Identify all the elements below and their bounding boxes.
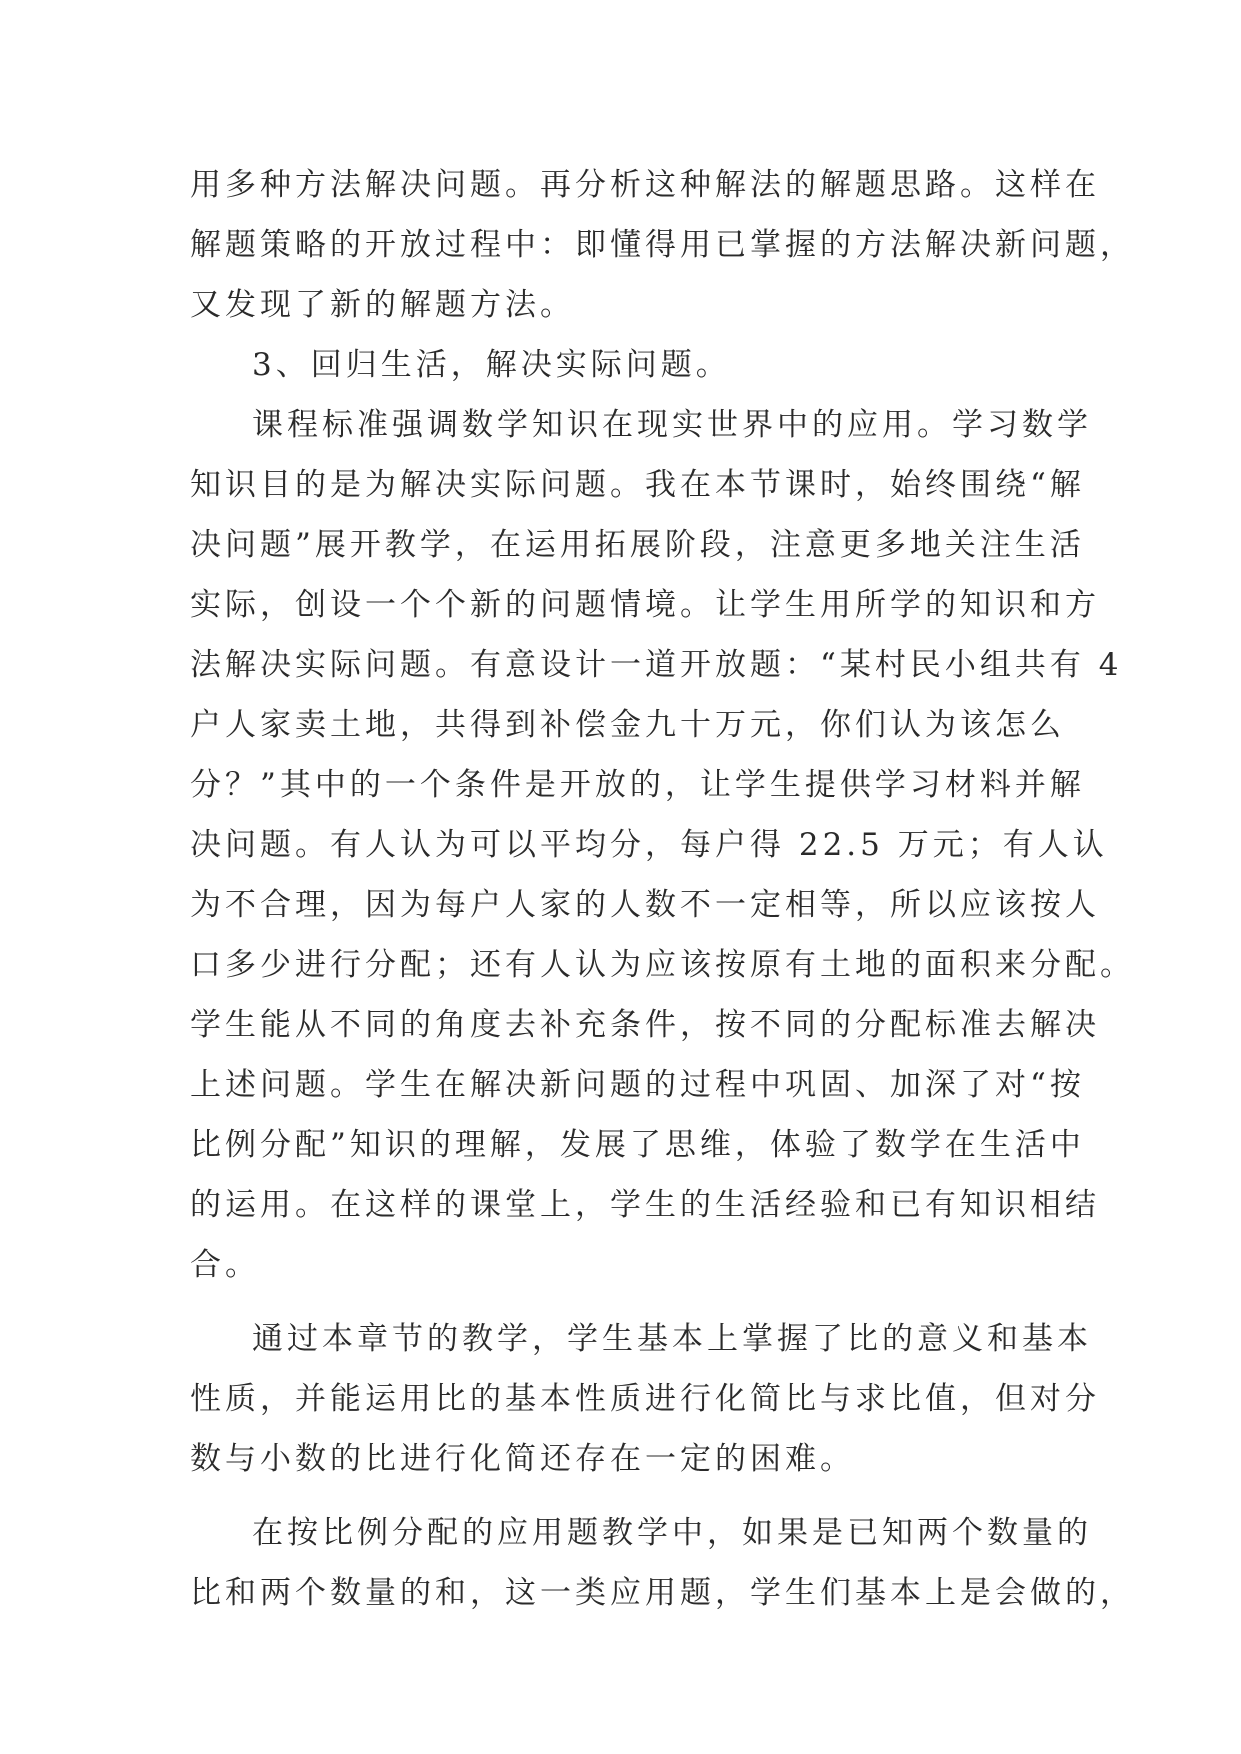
text-line: 数与小数的比进行化简还存在一定的困难。 [190, 1441, 855, 1477]
paragraph-summary [190, 1309, 1100, 1489]
text-line: 解题策略的开放过程中：即懂得用已掌握的方法解决新问题， [190, 227, 1135, 263]
text-line: 合。 [190, 1247, 260, 1283]
paragraph-curriculum [190, 395, 1135, 1295]
text-line: 法解决实际问题。有意设计一道开放题：“某村民小组共有 4 [190, 647, 1123, 683]
text-line: 上述问题。学生在解决新问题的过程中巩固、加深了对“按 [190, 1067, 1085, 1103]
text-line: 口多少进行分配；还有人认为应该按原有土地的面积来分配。 [190, 947, 1135, 983]
text-line: 为不合理，因为每户人家的人数不一定相等，所以应该按人 [190, 887, 1100, 923]
text-line: 在按比例分配的应用题教学中，如果是已知两个数量的 [252, 1515, 1092, 1551]
paragraph-proportion [190, 1503, 1135, 1623]
text-line: 实际，创设一个个新的问题情境。让学生用所学的知识和方 [190, 587, 1100, 623]
text-line: 用多种方法解决问题。再分析这种解法的解题思路。这样在 [190, 167, 1100, 203]
text-line: 的运用。在这样的课堂上，学生的生活经验和已有知识相结 [190, 1187, 1100, 1223]
text-line: 学生能从不同的角度去补充条件，按不同的分配标准去解决 [190, 1007, 1100, 1043]
paragraph-continuation [190, 155, 1135, 335]
text-line: 通过本章节的教学，学生基本上掌握了比的意义和基本 [252, 1321, 1092, 1357]
text-line: 户人家卖土地，共得到补偿金九十万元，你们认为该怎么 [190, 707, 1065, 743]
text-line: 决问题”展开教学，在运用拓展阶段，注意更多地关注生活 [190, 527, 1085, 563]
text-line: 性质，并能运用比的基本性质进行化简比与求比值，但对分 [190, 1381, 1100, 1417]
text-line: 3、回归生活，解决实际问题。 [252, 347, 731, 383]
text-line: 决问题。有人认为可以平均分，每户得 22.5 万元；有人认 [190, 827, 1108, 863]
section-heading-3 [190, 335, 1070, 395]
text-line: 课程标准强调数学知识在现实世界中的应用。学习数学 [252, 407, 1092, 443]
text-line: 比例分配”知识的理解，发展了思维，体验了数学在生活中 [190, 1127, 1085, 1163]
text-line: 比和两个数量的和，这一类应用题，学生们基本上是会做的， [190, 1575, 1135, 1611]
text-line: 知识目的是为解决实际问题。我在本节课时，始终围绕“解 [190, 467, 1085, 503]
text-line: 分？”其中的一个条件是开放的，让学生提供学习材料并解 [190, 767, 1085, 803]
document-body [190, 155, 1135, 1623]
text-line: 又发现了新的解题方法。 [190, 287, 575, 323]
